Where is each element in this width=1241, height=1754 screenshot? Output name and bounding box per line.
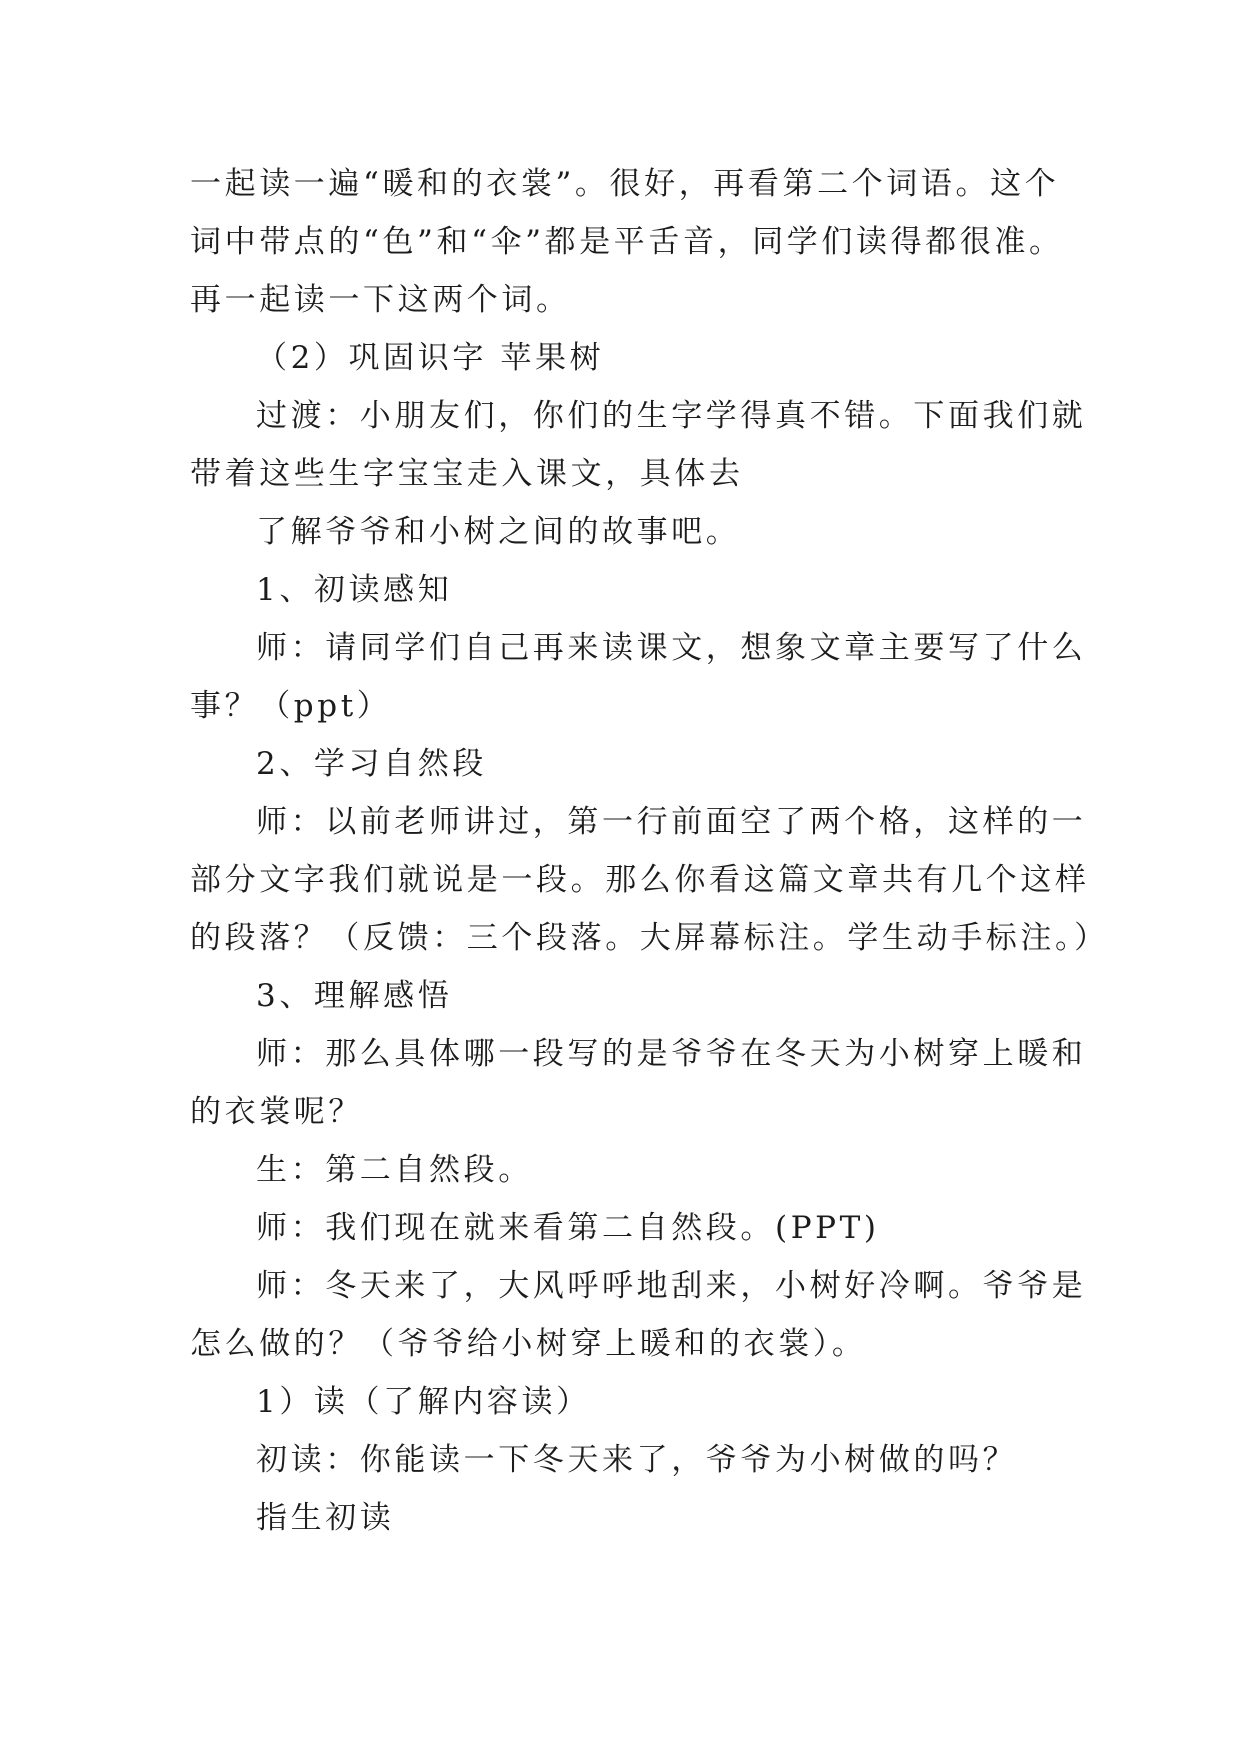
text-line: 师：冬天来了，大风呼呼地刮来，小树好冷啊。爷爷是	[256, 1268, 1087, 1304]
text-line: 2、学习自然段	[256, 746, 487, 782]
text-line: 师：我们现在就来看第二自然段。(PPT)	[256, 1210, 880, 1246]
text-line: 生：第二自然段。	[256, 1152, 533, 1188]
text-line: 词中带点的“色”和“伞”都是平舌音，同学们读得都很准。	[190, 224, 1064, 260]
text-line: 事？（ppt）	[190, 688, 392, 724]
text-line: 怎么做的？（爷爷给小树穿上暖和的衣裳）。	[190, 1326, 867, 1362]
text-line: 再一起读一下这两个词。	[190, 282, 571, 318]
text-line: 3、理解感悟	[256, 978, 453, 1014]
text-line: 一起读一遍“暖和的衣裳”。很好，再看第二个词语。这个	[190, 166, 1060, 202]
text-line: 的段落？（反馈：三个段落。大屏幕标注。学生动手标注。）	[190, 920, 1109, 956]
text-line: 带着这些生字宝宝走入课文，具体去	[190, 456, 744, 492]
text-line: 师：请同学们自己再来读课文，想象文章主要写了什么	[256, 630, 1087, 666]
text-line: 师：以前老师讲过，第一行前面空了两个格，这样的一	[256, 804, 1087, 840]
text-line: 过渡：小朋友们，你们的生字学得真不错。下面我们就	[256, 398, 1087, 434]
text-line: 1、初读感知	[256, 572, 453, 608]
text-line: 指生初读	[256, 1500, 395, 1536]
text-line: 初读：你能读一下冬天来了，爷爷为小树做的吗？	[256, 1442, 1018, 1478]
text-line: 1）读（了解内容读）	[256, 1384, 591, 1420]
text-line: 的衣裳呢？	[190, 1094, 363, 1130]
text-line: （2）巩固识字 苹果树	[256, 340, 605, 376]
text-line: 了解爷爷和小树之间的故事吧。	[256, 514, 741, 550]
text-line: 部分文字我们就说是一段。那么你看这篇文章共有几个这样	[190, 862, 1090, 898]
text-line: 师：那么具体哪一段写的是爷爷在冬天为小树穿上暖和	[256, 1036, 1087, 1072]
